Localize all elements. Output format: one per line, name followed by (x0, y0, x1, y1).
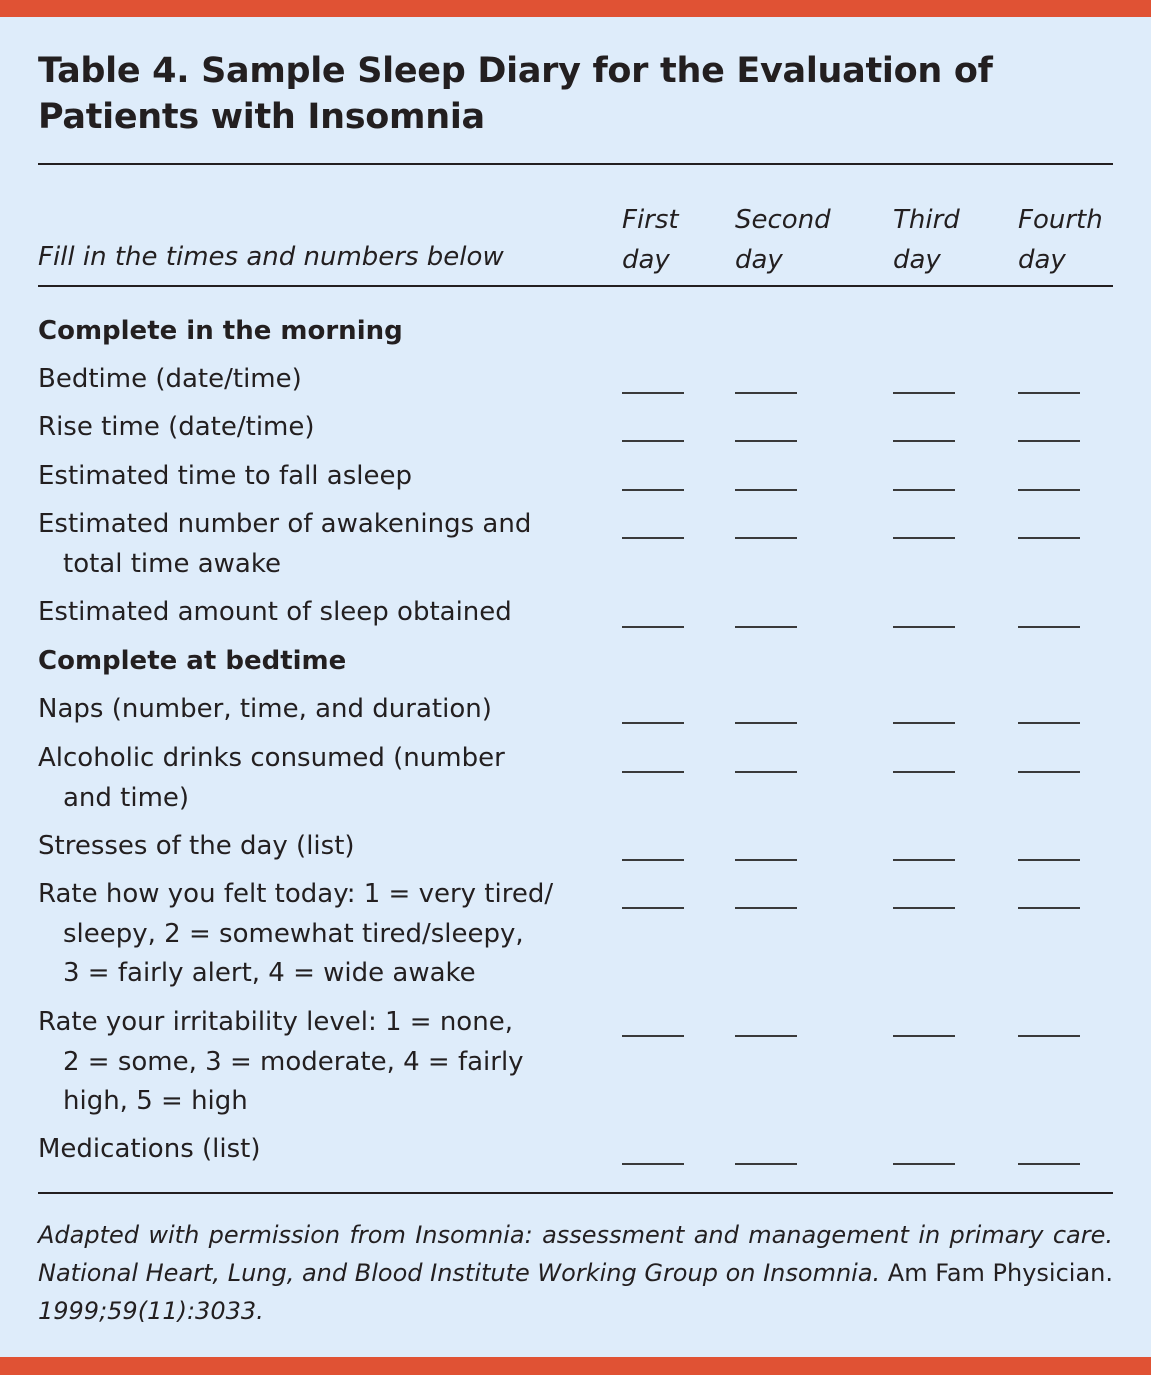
fill-in-blank-line[interactable] (622, 489, 684, 491)
fill-in-blank-line[interactable] (622, 392, 684, 394)
fill-in-blank-line[interactable] (1018, 907, 1080, 909)
fill-in-blank-line[interactable] (893, 489, 955, 491)
fill-in-blank-line[interactable] (622, 1163, 684, 1165)
fill-in-blank-line[interactable] (893, 440, 955, 442)
section-heading-bedtime: Complete at bedtime (38, 646, 347, 676)
fill-in-blank-line[interactable] (1018, 626, 1080, 628)
fill-in-blank-line[interactable] (735, 626, 797, 628)
column-header-second-day: Second day (735, 205, 831, 275)
fill-in-blank-line[interactable] (1018, 771, 1080, 773)
footnote: Adapted with permission from Insomnia: assessment and management in primary care. National Heart, Lung, and Blood Institute Working Group on Insomnia. Am Fam Physician. 1999;59(11):3033. (38, 1221, 1113, 1325)
fill-in-blank-line[interactable] (893, 907, 955, 909)
fill-in-blank-line[interactable] (735, 859, 797, 861)
fill-in-blank-line[interactable] (735, 771, 797, 773)
table-title: Table 4. Sample Sleep Diary for the Evaluation of Patients with Insomnia (38, 51, 993, 137)
row-bedtime: Bedtime (date/time) (38, 364, 302, 394)
bottom-accent-bar (0, 1357, 1151, 1375)
fill-in-blank-line[interactable] (735, 1035, 797, 1037)
fill-in-blank-line[interactable] (1018, 859, 1080, 861)
fill-in-blank-line[interactable] (622, 771, 684, 773)
fill-in-blank-line[interactable] (1018, 537, 1080, 539)
row-awakenings: Estimated number of awakenings and total time awake (38, 509, 532, 579)
fill-in-blank-line[interactable] (893, 859, 955, 861)
fill-in-blank-line[interactable] (893, 1035, 955, 1037)
fill-in-blank-line[interactable] (1018, 440, 1080, 442)
column-header-instruction: Fill in the times and numbers below (38, 242, 504, 272)
fill-in-blank-line[interactable] (735, 1163, 797, 1165)
row-felt-today: Rate how you felt today: 1 = very tired/ sleepy, 2 = somewhat tired/sleepy, 3 = fairly alert, 4 = wide awake (38, 879, 554, 988)
fill-in-blank-line[interactable] (622, 907, 684, 909)
row-irritability: Rate your irritability level: 1 = none, 2 = some, 3 = moderate, 4 = fairly high, 5 = high (38, 1007, 524, 1116)
fill-in-blank-line[interactable] (735, 440, 797, 442)
column-header-first-day: First day (622, 205, 679, 275)
section-heading-morning: Complete in the morning (38, 316, 403, 346)
fill-in-blank-line[interactable] (1018, 722, 1080, 724)
row-alcohol: Alcoholic drinks consumed (number and time) (38, 743, 505, 813)
fill-in-blank-line[interactable] (735, 907, 797, 909)
fill-in-blank-line[interactable] (1018, 392, 1080, 394)
header-divider (38, 285, 1113, 287)
fill-in-blank-line[interactable] (1018, 1163, 1080, 1165)
row-naps: Naps (number, time, and duration) (38, 694, 492, 724)
title-divider (38, 163, 1113, 165)
fill-in-blank-line[interactable] (735, 537, 797, 539)
column-header-third-day: Third day (893, 205, 960, 275)
fill-in-blank-line[interactable] (622, 440, 684, 442)
table-bottom-divider (38, 1192, 1113, 1194)
fill-in-blank-line[interactable] (735, 489, 797, 491)
row-rise-time: Rise time (date/time) (38, 412, 315, 442)
fill-in-blank-line[interactable] (622, 1035, 684, 1037)
fill-in-blank-line[interactable] (1018, 489, 1080, 491)
fill-in-blank-line[interactable] (622, 722, 684, 724)
fill-in-blank-line[interactable] (622, 859, 684, 861)
fill-in-blank-line[interactable] (735, 392, 797, 394)
column-header-fourth-day: Fourth day (1018, 205, 1103, 275)
fill-in-blank-line[interactable] (893, 771, 955, 773)
row-time-to-fall-asleep: Estimated time to fall asleep (38, 461, 412, 491)
fill-in-blank-line[interactable] (1018, 1035, 1080, 1037)
fill-in-blank-line[interactable] (893, 392, 955, 394)
fill-in-blank-line[interactable] (622, 626, 684, 628)
fill-in-blank-line[interactable] (735, 722, 797, 724)
fill-in-blank-line[interactable] (893, 722, 955, 724)
fill-in-blank-line[interactable] (893, 537, 955, 539)
fill-in-blank-line[interactable] (893, 626, 955, 628)
row-stresses: Stresses of the day (list) (38, 831, 355, 861)
row-medications: Medications (list) (38, 1134, 261, 1164)
top-accent-bar (0, 0, 1151, 17)
row-sleep-obtained: Estimated amount of sleep obtained (38, 597, 512, 627)
fill-in-blank-line[interactable] (622, 537, 684, 539)
fill-in-blank-line[interactable] (893, 1163, 955, 1165)
